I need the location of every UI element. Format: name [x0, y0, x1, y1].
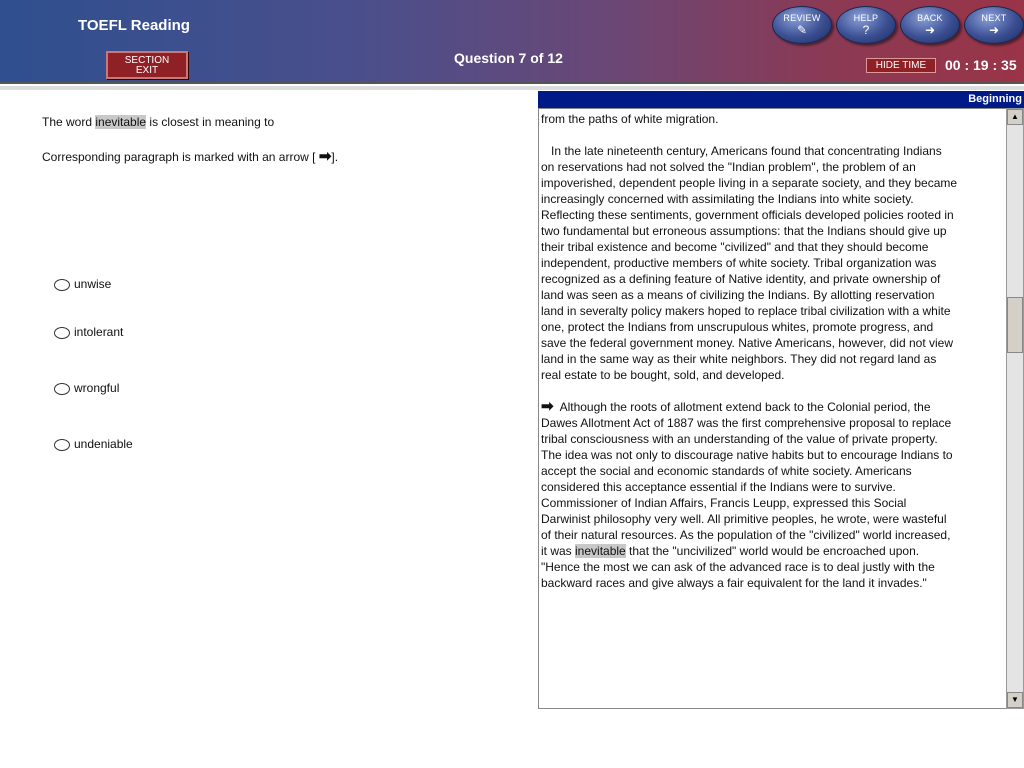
passage-line: backward races and give always a fair equivalent for the land it invades." — [541, 576, 927, 590]
top-bar — [0, 0, 1024, 84]
section-exit-button[interactable] — [106, 51, 188, 79]
passage-position-label: Beginning — [538, 91, 1024, 108]
scroll-up-icon[interactable]: ▲ — [1007, 109, 1023, 125]
section-exit-line2: EXIT — [135, 65, 159, 76]
section-exit-line1: SECTION — [124, 55, 170, 66]
review-button[interactable] — [772, 6, 832, 44]
passage-line: land was seen as a means of civilizing the Indians. By allotting reservation — [541, 288, 935, 302]
passage-line: Commissioner of Indian Affairs, Francis Leupp, expressed this Social — [541, 496, 907, 510]
target-word: inevitable — [95, 115, 147, 129]
passage-scrollbar[interactable] — [1006, 108, 1024, 709]
highlighted-word: inevitable — [575, 544, 626, 558]
passage-text — [541, 111, 1001, 591]
timer: 00 : 19 : 35 — [945, 57, 1017, 73]
passage-line: two fundamental but erroneous assumptions: that the Indians should give up — [541, 224, 947, 238]
option-label: intolerant — [74, 325, 124, 339]
passage-line-text: Although the roots of allotment extend back to the Colonial period, the — [553, 400, 931, 414]
radio-button[interactable] — [54, 279, 70, 291]
review-label: REVIEW — [783, 13, 821, 23]
passage-line: Reflecting these sentiments, government officials developed policies rooted in — [541, 208, 954, 222]
option-label: unwise — [74, 277, 112, 291]
passage-line: impoverished, dependent people living in a separate society, and they became — [541, 176, 958, 190]
passage-line — [541, 543, 1001, 559]
passage-line: of their natural resources. As the population of the "civilized" world increased, — [541, 528, 951, 542]
radio-button[interactable] — [54, 383, 70, 395]
back-button[interactable] — [900, 6, 960, 44]
passage-line: increasingly concerned with assimilating the Indians into white society. — [541, 192, 914, 206]
answer-option-wrongful[interactable] — [54, 380, 119, 396]
passage-line-text: that the "uncivilized" world would be encroached upon. — [625, 544, 920, 558]
passage-line: real estate to be bought, sold, and developed. — [541, 368, 785, 382]
passage-line: accept the social and economic standards of white society. Americans — [541, 464, 912, 478]
paragraph-arrow-icon: ➡ — [541, 398, 554, 415]
passage-line: In the late nineteenth century, Americans found that concentrating Indians — [541, 144, 942, 158]
question-suffix: is closest in meaning to — [146, 115, 275, 129]
passage-line: "Hence the most we can ask of the advanced race is to deal justly with the — [541, 560, 935, 574]
passage-line: recognized as a defining feature of Native identity, and private ownership of — [541, 272, 941, 286]
passage-line: Dawes Allotment Act of 1887 was the first comprehensive proposal to replace — [541, 416, 952, 430]
passage-line: one, protect the Indians from unscrupulous whites, promote progress, and — [541, 320, 934, 334]
passage-line: considered this acceptance essential if the Indians were to survive. — [541, 480, 896, 494]
answer-option-undeniable[interactable] — [54, 436, 133, 452]
scroll-down-icon[interactable]: ▼ — [1007, 692, 1023, 708]
passage-line: land in the same way as their white neighbors. They did not regard land as — [541, 352, 937, 366]
question-prefix: The word — [42, 115, 96, 129]
passage-line: save the federal government money. Native Americans, however, did not view — [541, 336, 953, 350]
header-divider — [0, 86, 1024, 90]
help-button[interactable] — [836, 6, 896, 44]
app-title: TOEFL Reading — [78, 17, 190, 34]
scrollbar-thumb[interactable] — [1007, 297, 1023, 353]
passage-line: independent, productive members of white society. Tribal organization was — [541, 256, 937, 270]
review-icon: ✎ — [796, 23, 808, 37]
hide-time-button[interactable]: HIDE TIME — [866, 58, 936, 73]
passage-line: their tribal existence and become "civilized" and that they should become — [541, 240, 929, 254]
radio-button[interactable] — [54, 439, 70, 451]
passage-line: tribal consciousness with an understanding of the value of private property. — [541, 432, 938, 446]
paragraph-arrow-icon: ➡ — [318, 148, 332, 165]
right-arrow-icon: ➜ — [988, 23, 1000, 37]
passage-line: The idea was not only to discourage native habits but to encourage Indians to — [541, 448, 953, 462]
option-label: undeniable — [74, 437, 133, 451]
passage-line: land in severalty policy makers hoped to replace tribal civilization with a white — [541, 304, 951, 318]
radio-button[interactable] — [54, 327, 70, 339]
next-label: NEXT — [981, 13, 1007, 23]
passage-line — [541, 399, 1001, 415]
passage-line: Darwinist philosophy very well. All primitive peoples, he wrote, were wasteful — [541, 512, 947, 526]
paragraph-reference-note — [42, 147, 338, 165]
passage-line-text: it was — [541, 544, 576, 558]
reference-suffix: ]. — [331, 150, 339, 164]
question-mark-icon: ? — [862, 23, 870, 37]
passage-pane[interactable] — [538, 108, 1006, 709]
left-arrow-icon: ➜ — [924, 23, 936, 37]
reference-prefix: Corresponding paragraph is marked with an arrow [ — [42, 150, 316, 164]
back-label: BACK — [917, 13, 943, 23]
passage-line: from the paths of white migration. — [541, 112, 719, 126]
question-counter: Question 7 of 12 — [454, 50, 563, 66]
answer-option-unwise[interactable] — [54, 276, 111, 292]
next-button[interactable] — [964, 6, 1024, 44]
question-prompt — [42, 115, 274, 129]
help-label: HELP — [853, 13, 879, 23]
option-label: wrongful — [74, 381, 120, 395]
answer-option-intolerant[interactable] — [54, 324, 123, 340]
passage-line: on reservations had not solved the "Indian problem", the problem of an — [541, 160, 916, 174]
